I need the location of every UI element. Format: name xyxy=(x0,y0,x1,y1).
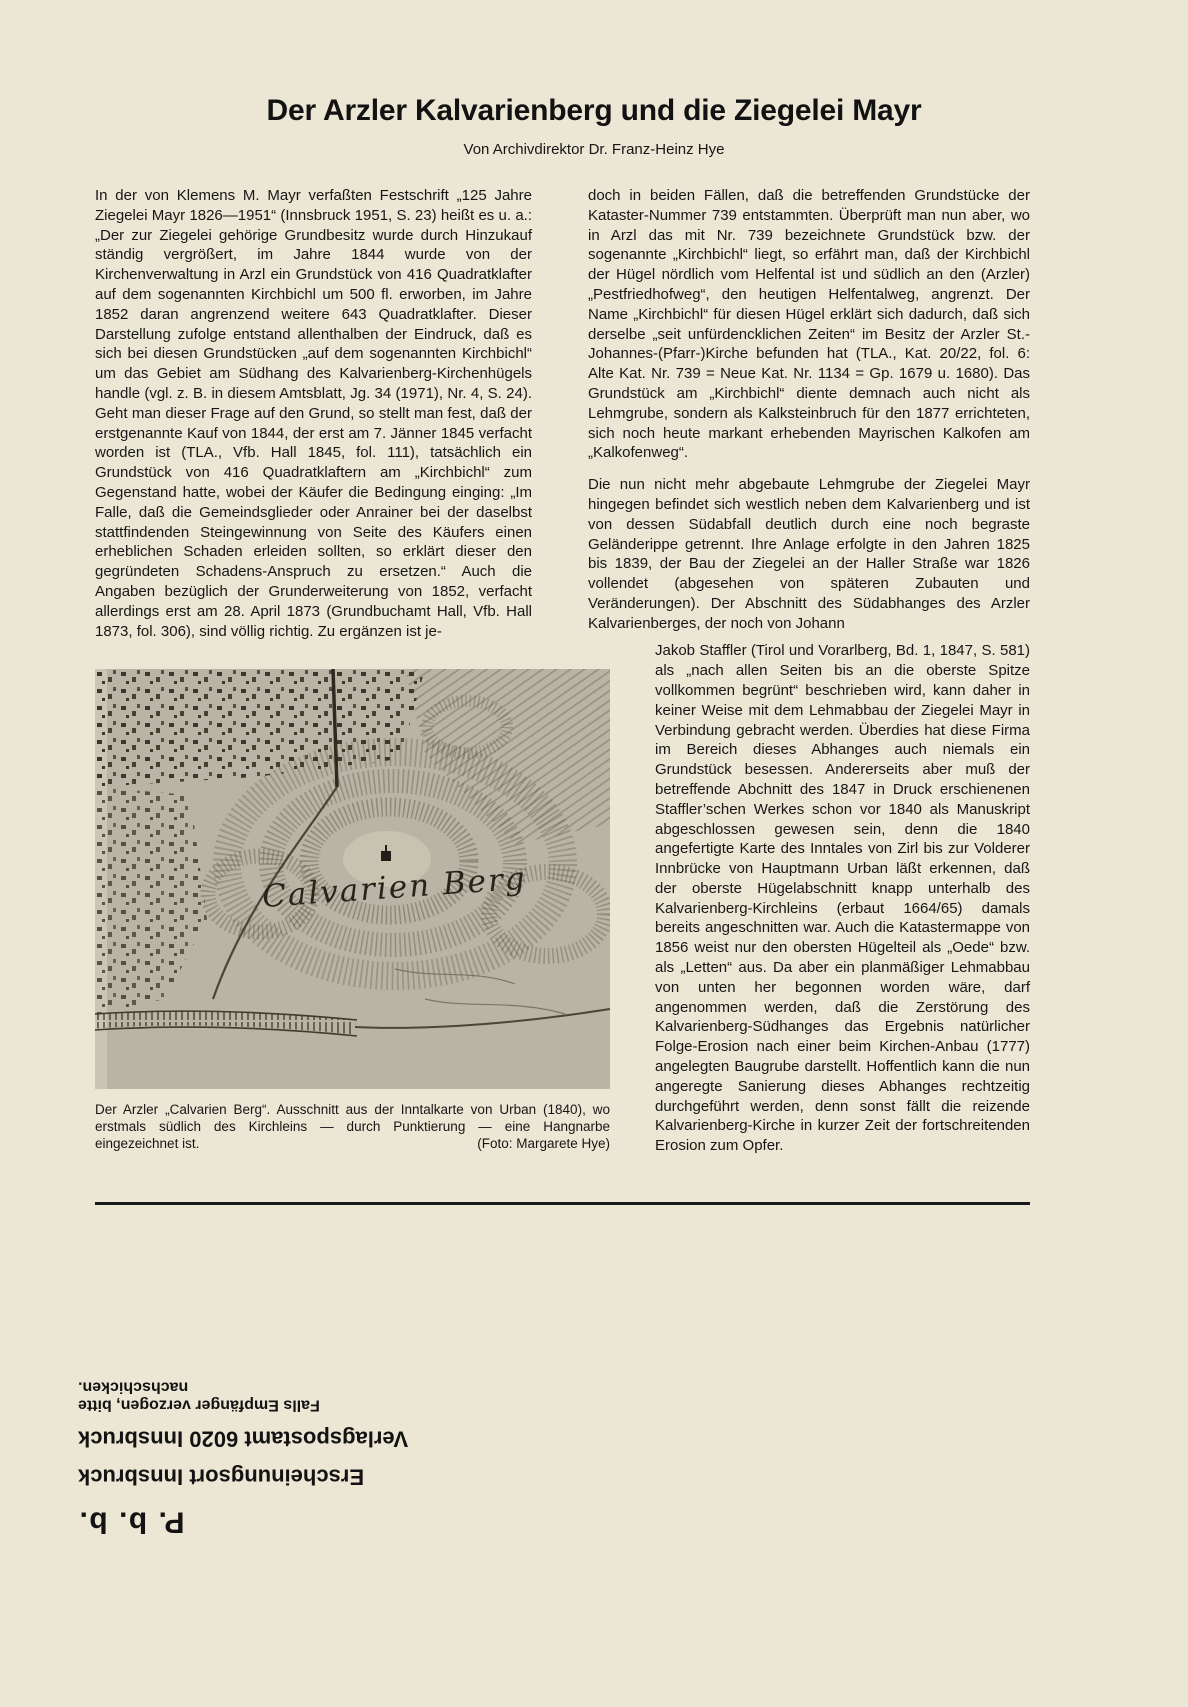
map-church-mark xyxy=(381,851,391,861)
photo-credit: (Foto: Margarete Hye) xyxy=(469,1135,610,1152)
map-hatched-road xyxy=(95,1018,355,1027)
right-column-text-continued: Jakob Staffler (Tirol und Vorarlberg, Bd. 1, 1847, S. 581) als „nach allen Seiten bis an die oberste Spitze vollkommen begrünt“ beschrieben wird, kann daher in keiner Weise mit dem Lehmabbau der Ziegelei Mayr in Verbindung gebracht werden. Überdies hat diese Firma im Bereich dieses Abhanges auch niemals ein Grundstück besessen. Andererseits aber muß der betreffende Abchnitt des 1847 in Druck erschienenen Staffler’schen Werkes schon vor 1840 als Manuskript abgeschlossen gewesen sein, denn die 1840 angefertigte Karte des Inntales von Zirl bis zur Volderer Innbrücke von Hauptmann Urban läßt erkennen, daß der oberste Hügelabschnitt knapp unterhalb des Kalvarienberg-Kirchleins (erbaut 1664/65) damals bereits angeschnitten war. Auch die Katastermappe von 1856 weist nur den obersten Hügelteil als „Oede“ bzw. als „Letten“ aus. Da aber ein planmäßiger Lehmabbau von unten her begonnen worden wäre, darf angenommen werden, daß die Zerstörung des Kalvarienberg-Südhanges das Ergebnis natürlicher Folge-Erosion nach einer beim Kirchen-Anbau (1777) angelegten Baugrube darstellt. Hoffentlich kann die nun angeregte Sanierung dieses Abhanges rechtzeitig durchgeführt werden, denn sonst fällt die reizende Kalvarienberg-Kirche in kurzer Zeit der fortschreitenden Erosion zum Opfer. xyxy=(655,642,1030,1155)
lower-section xyxy=(95,641,1030,1156)
right-column-paragraph-1: doch in beiden Fällen, daß die betreffenden Grundstücke der Kataster-Nummer 739 entstammten. Überprüft man nun aber, wo in Arzl das mit Nr. 739 bezeichnete Grundstück bzw. der sogenannte „Kirchbichl“ liegt, so erfährt man, daß der Kirchbichl der Hügel nördlich vom Helfental ist und südlich an den (Arzler) „Pestfriedhofweg“, den heutigen Helfentalweg, angrenzt. Der Name „Kirchbichl“ für diesen Hügel erklärt sich dadurch, daß sich derselbe „seit unfürdencklichen Zeiten“ im Besitz der Arzler St.-Johannes-(Pfarr-)Kirche befunden hat (TLA., Kat. 20/22, fol. 6: Alte Kat. Nr. 739 = Neue Kat. Nr. 1134 = Gp. 1679 u. 1680). Das Grundstück am „Kirchbichl“ diente demnach auch nicht als Lehmgrube, sondern als Kalksteinbruch für den 1877 errichteten, sich noch heute markant erhebenden Mayrischen Kalkofen am „Kalkofenweg“. xyxy=(588,187,1030,462)
right-column-text xyxy=(588,186,1030,641)
postal-pbb: P. b. b. xyxy=(78,1505,185,1539)
map-label: Calvarien Berg xyxy=(261,860,528,916)
article-columns xyxy=(95,186,1030,641)
postal-nachschicken: Falls Empfänger verzogen, bitte nachschicken. xyxy=(78,1378,320,1414)
figure-caption-text: Der Arzler „Calvarien Berg“. Ausschnitt aus der Inntalkarte von Urban (1840), wo erstmals südlich des Kirchleins — durch Punktierung — eine Hangnarbe eingezeichnet ist. xyxy=(95,1102,610,1152)
article-header xyxy=(0,0,1188,158)
right-column-paragraph-2: Die nun nicht mehr abgebaute Lehmgrube der Ziegelei Mayr hingegen befindet sich westlich neben dem Kalvarienberg und ist von dessen Südabfall deutlich durch eine noch begraste Geländerippe getrennt. Ihre Anlage erfolgte in den Jahren 1825 bis 1839, der Bau der Ziegelei an der Haller Straße war 1826 vollendet (abgesehen von späteren Zubauten und Veränderungen). Der Abschnitt des Südabhanges des Arzler Kalvarienberges, der noch von Johann xyxy=(588,476,1030,632)
figure-caption xyxy=(95,1101,610,1152)
left-column-text: In der von Klemens M. Mayr verfaßten Festschrift „125 Jahre Ziegelei Mayr 1826—1951“ (Innsbruck 1951, S. 23) heißt es u. a.: „Der zur Ziegelei gehörige Grundbesitz wurde durch Hinzukauf ständig vergrößert, im Jahre 1844 wurde von der Kirchenverwaltung in Arzl ein Grundstück von 416 Quadratklafter auf dem sogenannten Kirchbichl um 500 fl. erworben, im Jahre 1852 daran angrenzend weitere 643 Quadratklafter. Dieser Darstellung zufolge entstand allenthalben der Eindruck, daß es sich bei diesen Grundstücken „auf dem sogenannten Kirchbichl“ um das Gebiet am Südhang des Kalvarienberg-Kirchenhügels handle (vgl. z. B. in diesem Amtsblatt, Jg. 34 (1971), Nr. 4, S. 24). Geht man dieser Frage auf den Grund, so stellt man fest, daß der erstgenannte Kauf von 1844, der erst am 7. Jänner 1845 verfacht worden ist (TLA., Vfb. Hall 1845, fol. 111), tatsächlich ein Grundstück von 416 Quadratklaftern am „Kirchbichl“ zum Gegenstand hatte, wobei der Käufer die Bedingung einging: „Im Falle, daß die Gemeindsglieder oder Anrainer bei der daselbst stattfindenden Steingewinnung von Seite des Käufers einen erheblichen Schaden erleiden sollten, so erklärt dieser den gegründeten Schadens-Anspruch zu ersetzen.“ Auch die Angaben bezüglich der Grunderweiterung von 1852, verfacht allerdings erst am 28. April 1873 (Grundbuchamt Hall, Vfb. Hall 1873, fol. 306), sind völlig richtig. Zu ergänzen ist je- xyxy=(95,187,532,640)
article-byline: Von Archivdirektor Dr. Franz-Heinz Hye xyxy=(463,141,725,158)
map-figure xyxy=(95,669,610,1152)
postal-erscheinungsort: Erscheinungsort Innsbruck xyxy=(78,1464,365,1490)
article-title: Der Arzler Kalvarienberg und die Ziegelei Mayr xyxy=(266,94,922,127)
divider-rule xyxy=(95,1202,1030,1205)
map-image xyxy=(95,669,610,1089)
postal-verlagspostamt: Verlagspostamt 6020 Innsbruck xyxy=(78,1426,409,1452)
postal-info-rotated xyxy=(78,1378,426,1539)
